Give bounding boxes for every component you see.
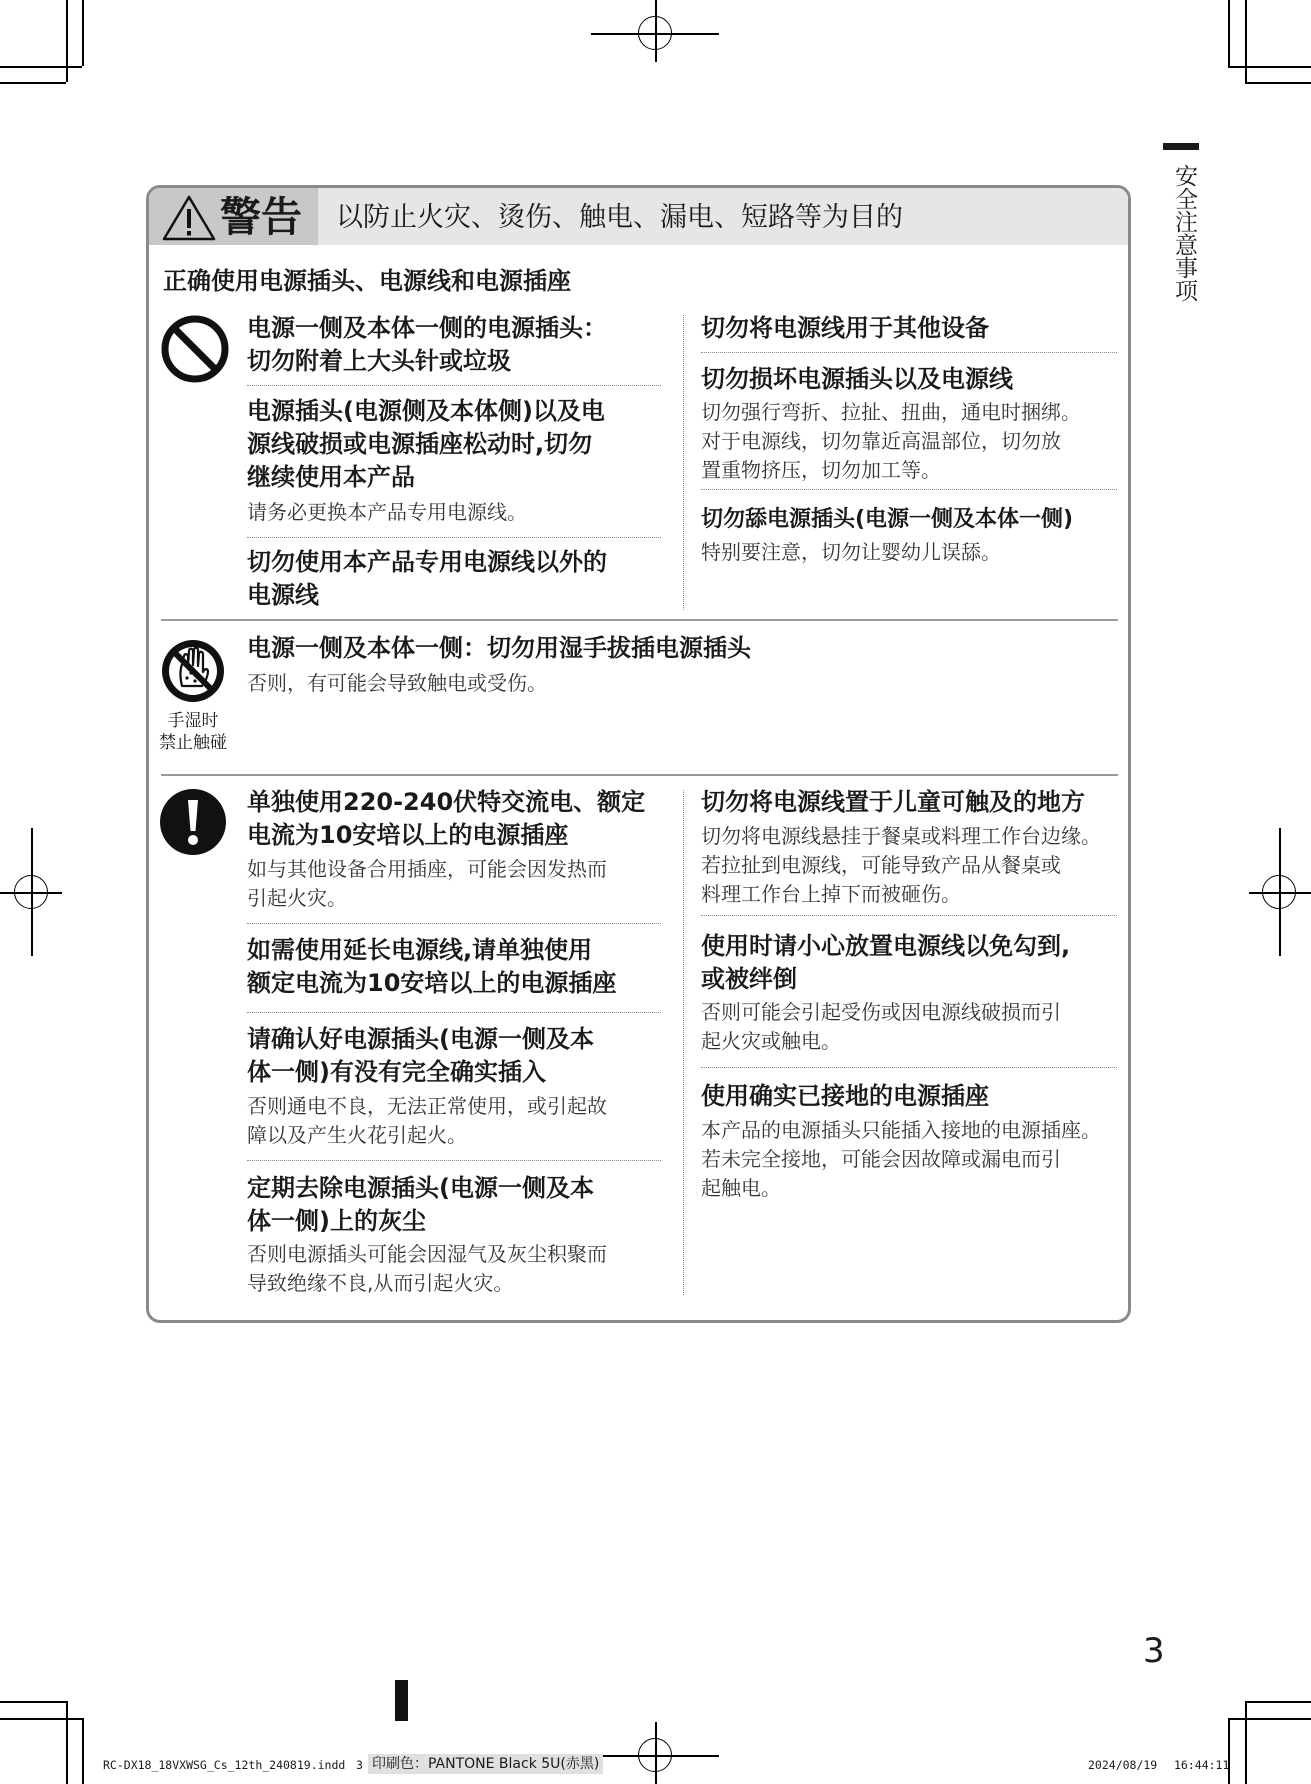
- crop-mark: [66, 0, 68, 82]
- g3-left-text-3: 否则通电不良，无法正常使用，或引起故 障以及产生火花引起火。: [247, 1094, 607, 1147]
- dotted-divider: [701, 1067, 1117, 1068]
- crop-mark: [82, 1718, 84, 1784]
- crop-mark: [1228, 1718, 1311, 1720]
- column-divider: [683, 790, 684, 1295]
- registration-line: [655, 1722, 657, 1784]
- footer-marker: [395, 1680, 408, 1721]
- crop-mark: [0, 1701, 66, 1703]
- g3-right-text-2: 否则可能会引起受伤或因电源线破损而引 起火灾或触电。: [701, 1000, 1061, 1053]
- g3-left-text-4: 否则电源插头可能会因湿气及灰尘积聚而 导致绝缘不良,从而引起火灾。: [247, 1242, 607, 1295]
- footer-ink-color: 印刷色：PANTONE Black 5U(赤黑): [368, 1754, 603, 1774]
- footer-page: 3: [356, 1758, 363, 1772]
- g1-right-heading-2: 切勿损坏电源插头以及电源线: [701, 365, 1013, 393]
- crop-mark: [1228, 66, 1311, 68]
- g3-left-heading-4: 定期去除电源插头(电源一侧及本 体一侧)上的灰尘: [247, 1174, 594, 1235]
- dotted-divider: [247, 923, 661, 924]
- side-tab-label: 安全注意事项: [1171, 164, 1197, 302]
- dotted-divider: [247, 537, 661, 538]
- g1-right-text-2: 切勿强行弯折、拉扯、扭曲，通电时捆绑。 对于电源线，切勿靠近高温部位，切勿放 置重物挤压，切勿加工等。: [701, 400, 1081, 482]
- footer-date: 2024/08/19: [1088, 1758, 1158, 1772]
- section-divider: [161, 619, 1118, 621]
- prohibition-icon: [160, 314, 230, 384]
- dotted-divider: [247, 1012, 661, 1013]
- wet-hand-caption: 手湿时 禁止触碰: [159, 711, 227, 753]
- g3-left-text-1: 如与其他设备合用插座，可能会因发热而 引起火灾。: [247, 857, 607, 910]
- crop-mark: [0, 66, 82, 68]
- dotted-divider: [247, 1160, 661, 1161]
- crop-mark: [0, 82, 66, 84]
- g3-left-heading-3: 请确认好电源插头(电源一侧及本 体一侧)有没有完全确实插入: [247, 1025, 594, 1086]
- g3-left-heading-1: 单独使用220-240伏特交流电、额定 电流为10安培以上的电源插座: [247, 788, 646, 849]
- warning-title: 警告: [220, 193, 302, 241]
- g2-heading: 电源一侧及本体一侧：切勿用湿手拔插电源插头: [247, 634, 751, 662]
- crop-mark: [66, 1701, 68, 1784]
- crop-mark: [1245, 0, 1247, 82]
- section-title: 正确使用电源插头、电源线和电源插座: [163, 267, 571, 295]
- g3-right-heading-1: 切勿将电源线置于儿童可触及的地方: [701, 788, 1085, 816]
- registration-line: [655, 0, 657, 62]
- crop-mark: [82, 0, 84, 66]
- g1-right-text-3: 特别要注意，切勿让婴幼儿误舔。: [701, 540, 1001, 564]
- dotted-divider: [247, 385, 661, 386]
- mandatory-action-icon: [158, 787, 228, 857]
- page-number: 3: [1143, 1631, 1165, 1671]
- crop-mark: [1245, 1701, 1311, 1703]
- wet-hand-prohibited-icon: [158, 636, 228, 706]
- warning-triangle-icon: [162, 194, 216, 242]
- crop-mark: [1228, 0, 1230, 66]
- dotted-divider: [701, 489, 1117, 490]
- warning-purpose: 以防止火灾、烫伤、触电、漏电、短路等为目的: [336, 202, 903, 233]
- g2-text: 否则，有可能会导致触电或受伤。: [247, 671, 547, 695]
- dotted-divider: [701, 915, 1117, 916]
- footer-filename: RC-DX18_18VXWSG_Cs_12th_240819.indd: [103, 1758, 346, 1772]
- crop-mark: [1245, 1701, 1247, 1784]
- g1-left-heading-3: 切勿使用本产品专用电源线以外的 电源线: [247, 548, 607, 609]
- g1-left-heading-1: 电源一侧及本体一侧的电源插头： 切勿附着上大头针或垃圾: [247, 314, 607, 375]
- registration-line: [1279, 828, 1281, 956]
- g1-left-heading-2: 电源插头(电源侧及本体侧)以及电 源线破损或电源插座松动时,切勿 继续使用本产品: [247, 397, 605, 491]
- g3-right-text-3: 本产品的电源插头只能插入接地的电源插座。 若未完全接地，可能会因故障或漏电而引 起触电。: [701, 1118, 1101, 1200]
- registration-line: [31, 828, 33, 956]
- column-divider: [683, 315, 684, 610]
- section-divider: [161, 774, 1118, 776]
- crop-mark: [1245, 82, 1311, 84]
- g3-right-heading-3: 使用确实已接地的电源插座: [701, 1082, 989, 1110]
- g3-right-heading-2: 使用时请小心放置电源线以免勾到, 或被绊倒: [701, 932, 1071, 993]
- g3-right-text-1: 切勿将电源线悬挂于餐桌或料理工作台边缘。 若拉扯到电源线，可能导致产品从餐桌或 料理工作台上掉下而被砸伤。: [701, 824, 1101, 906]
- g3-left-heading-2: 如需使用延长电源线,请单独使用 额定电流为10安培以上的电源插座: [247, 936, 617, 997]
- g1-left-text-2: 请务必更换本产品专用电源线。: [247, 500, 527, 524]
- footer-time: 16:44:11: [1174, 1758, 1230, 1772]
- g1-right-heading-1: 切勿将电源线用于其他设备: [701, 314, 989, 342]
- dotted-divider: [701, 352, 1117, 353]
- crop-mark: [0, 1718, 82, 1720]
- crop-mark: [1228, 1718, 1230, 1784]
- side-tab-marker: [1163, 143, 1199, 150]
- g1-right-heading-3: 切勿舔电源插头(电源一侧及本体一侧): [701, 507, 1074, 532]
